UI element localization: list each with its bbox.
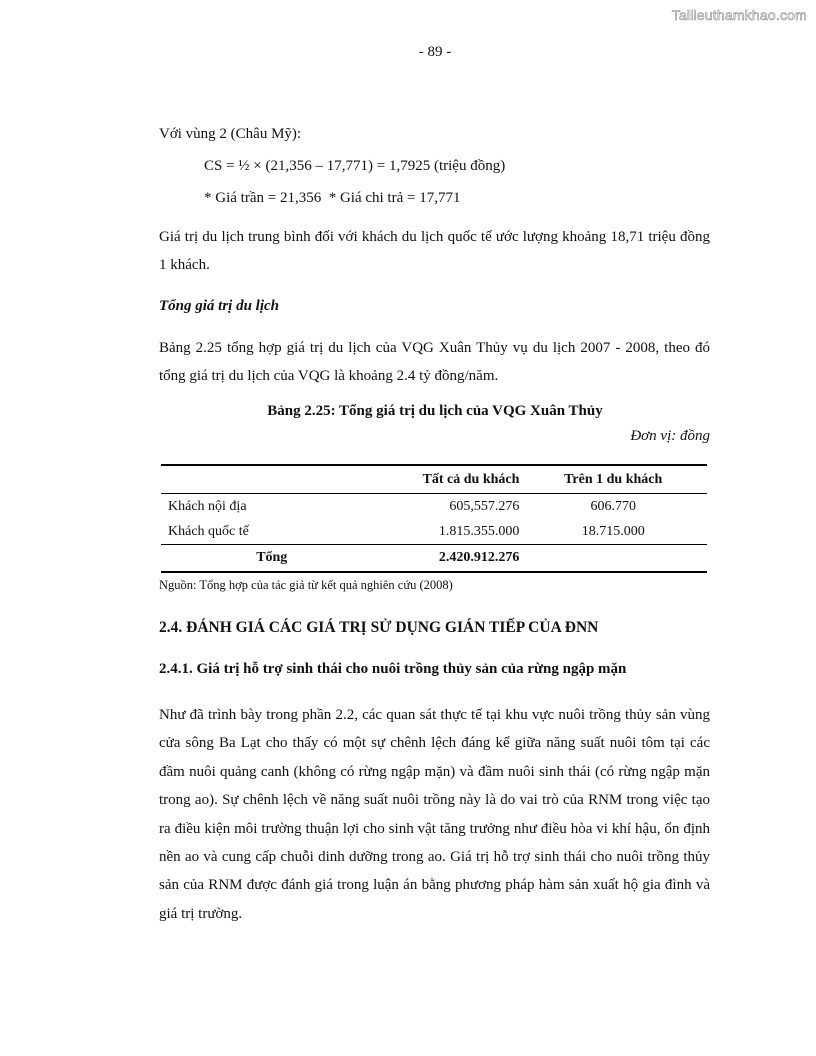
price-note: * Giá trần = 21,356 * Giá chi trả = 17,771 bbox=[204, 190, 461, 206]
paragraph-total-value: Bảng 2.25 tổng hợp giá trị du lịch của VQG Xuân Thủy vụ du lịch 2007 - 2008, theo đó tổng giá trị du lịch của VQG là khoảng 2.4 tỷ đồng/năm. bbox=[159, 340, 710, 384]
row-all-value: 1.815.355.000 bbox=[438, 523, 520, 539]
paragraph-average-value: Giá trị du lịch trung bình đối với khách du lịch quốc tế ước lượng khoảng 18,71 triệu đồng 1 khách. bbox=[159, 229, 710, 273]
row-label: Khách quốc tế bbox=[168, 523, 249, 539]
row-label: Khách nội địa bbox=[168, 498, 247, 514]
table-header-row bbox=[161, 465, 707, 494]
row-per-value: 18.715.000 bbox=[581, 523, 645, 539]
table-row bbox=[161, 494, 707, 520]
header-cell-all-visitors: Tất cả du khách bbox=[422, 471, 520, 487]
region2-intro: Với vùng 2 (Châu Mỹ): bbox=[159, 126, 302, 142]
cs-formula: CS = ½ × (21,356 – 17,771) = 1,7925 (triệu đồng) bbox=[204, 158, 506, 174]
header-cell-label bbox=[161, 465, 383, 494]
paragraph-mangrove-support: Như đã trình bày trong phần 2.2, các quan sát thực tế tại khu vực nuôi trồng thủy sản vùng cửa sông Ba Lạt cho thấy có một sự chênh lệch đáng kể giữa năng suất nuôi tôm tại các đầm nuôi quảng canh (không có rừng ngập mặn) và đầm nuôi sinh thái (có rừng ngập mặn trong ao). Sự chênh lệch về năng suất nuôi trồng này là do vai trò của RNM trong việc tạo ra điều kiện môi trường thuận lợi cho sinh vật tăng trưởng như điều hòa vi khí hậu, ổn định nền ao và cung cấp chuỗi dinh dưỡng trong ao. Giá trị hỗ trợ sinh thái cho nuôi trồng thủy sản của RNM được đánh giá trong luận án bằng phương pháp hàm sản xuất hộ gia đình và giá trị trường. bbox=[159, 707, 710, 922]
section-heading: 2.4. ĐÁNH GIÁ CÁC GIÁ TRỊ SỬ DỤNG GIÁN TIẾP CỦA ĐNN bbox=[159, 619, 599, 636]
watermark: Tailieuthamkhao.com bbox=[671, 7, 807, 23]
subtitle-total-tourism-value: Tổng giá trị du lịch bbox=[159, 298, 280, 314]
tourism-value-table bbox=[161, 464, 707, 573]
subsection-heading: 2.4.1. Giá trị hỗ trợ sinh thái cho nuôi trồng thủy sản của rừng ngập mặn bbox=[159, 661, 627, 677]
table-row bbox=[161, 519, 707, 545]
total-all-value: 2.420.912.276 bbox=[438, 550, 520, 565]
row-all-value: 605,557.276 bbox=[449, 498, 520, 514]
header-cell-per-visitor: Trên 1 du khách bbox=[564, 471, 663, 487]
total-label: Tổng bbox=[256, 550, 288, 565]
total-per-value bbox=[519, 545, 707, 573]
table-unit: Đơn vị: đồng bbox=[630, 428, 710, 444]
table-total-row bbox=[161, 545, 707, 573]
table-caption: Bảng 2.25: Tổng giá trị du lịch của VQG Xuân Thủy bbox=[267, 403, 603, 419]
row-per-value: 606.770 bbox=[590, 498, 636, 514]
table-source: Nguồn: Tổng hợp của tác giả từ kết quả nghiên cứu (2008) bbox=[159, 578, 453, 592]
page-number: - 89 - bbox=[418, 44, 452, 60]
